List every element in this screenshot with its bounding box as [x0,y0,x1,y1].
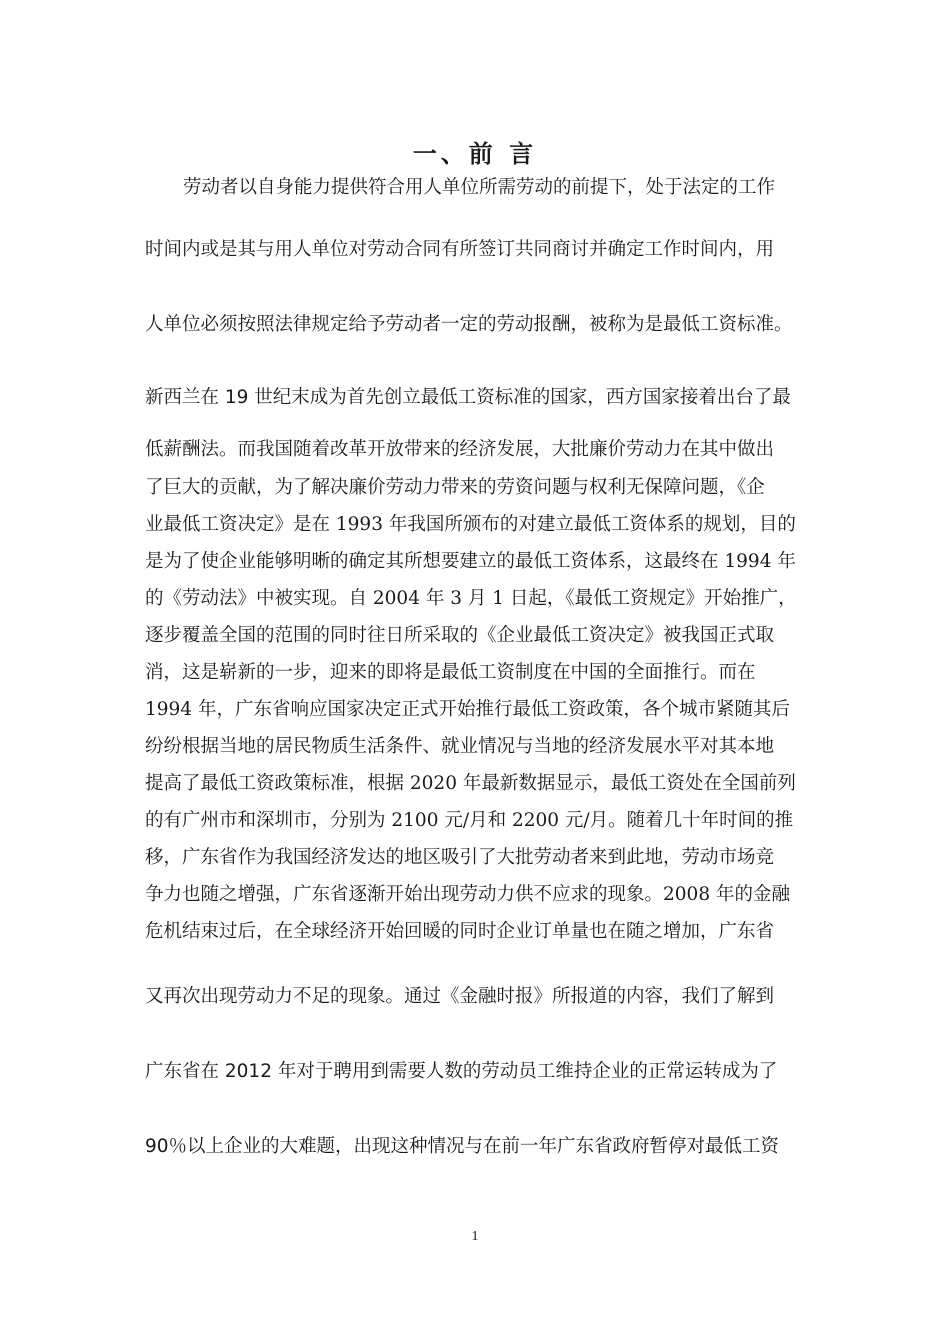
paragraph-line-9 [145,587,797,611]
paragraph-line-8 [145,550,796,574]
text-run: 时间内或是其与用人单位对劳动合同有所签订共同商讨并确定工作时间内， [145,239,756,260]
paragraph-line-18 [145,920,774,944]
section-heading: 一、前 言 [412,140,538,168]
text-run-sans: 我们了解到 [681,986,775,1007]
text-run-sans: 新西兰在 19 世纪末成为首先创立最低工资标准的国家， [145,387,606,408]
paragraph-line-10 [145,624,774,648]
text-run-sans: 人单位必须按照法律规定给予劳动者一定的劳动报酬，被称为是最低工资标准。 [145,314,793,335]
paragraph-line-13 [145,735,774,759]
paragraph-line-6 [145,476,765,500]
text-run: 又再次出现劳动力不足的现象。通过《金融时报》所报道的内容， [145,986,682,1007]
text-run-sans: 90％以上企业的大难题，出现这种情况与在前一年广东省政府暂停对最低工资 [145,1136,780,1157]
paragraph-line-5 [145,438,774,462]
paragraph-line-16 [145,846,774,870]
paragraph-line-4 [145,386,791,410]
text-run: 劳动者以自身能力提供符合用人单位所需劳动的前提下，处于法定的工作 [183,177,776,198]
paragraph-line-15 [145,809,793,833]
text-run: 消，这是崭新的一步，迎来的即将是最低工资制度在中国的全面推行。而在 [145,662,756,683]
text-run-sans: 广东省在 2012 年对于聘用到需要人数的劳动员工维持企业的正常运转成为了 [145,1061,778,1082]
paragraph-line-14 [145,772,796,796]
text-run: 的有广州市和深圳市，分别为 2100 元/月和 2200 元/月。随着几十年时间的推 [145,810,794,831]
text-run: 逐步覆盖全国的范围的同时往日所采取的《企业最低工资决定》被我国正式取 [145,625,775,646]
text-run: 是为了使企业能够明晰的确定其所想要建立的最低工资体系，这最终在 1994 年 [145,551,796,572]
paragraph-line-12 [145,698,790,722]
text-run: 移，广东省作为我国经济发达的地区吸引了大批劳动者来到此地，劳动市场竞 [145,847,775,868]
text-run: 的《劳动法》中被实现。自 2004 年 3 月 1 日起，《最低工资规定》开始推广， [145,588,797,609]
text-run: 了巨大的贡献，为了解决廉价劳动力带来的劳资问题与权利无保障问题，《企 [145,477,765,498]
paragraph-line-21 [145,1135,779,1159]
page-number: 1 [471,1229,479,1244]
paragraph-line-2 [145,238,774,262]
paragraph-line-3 [145,313,793,337]
text-run: 业最低工资决定》是在 1993 年我国所颁布的对建立最低工资体系的规划，目的 [145,514,796,535]
paragraph-line-20 [145,1060,777,1084]
text-run: 低薪酬法。而我国随着改革开放带来的经济发展，大批廉价劳动力在其中做出 [145,439,775,460]
paragraph-line-7 [145,513,796,537]
text-run: 危机结束过后，在全球经济开始回暖的同时企业订单量也在随之增加，广东省 [145,921,775,942]
paragraph-line-1 [183,176,775,200]
text-run: 1994 年，广东省响应国家决定正式开始推行最低工资政策，各个城市紧随其后 [145,699,790,720]
paragraph-line-19 [145,985,774,1009]
text-run: 西方国家接着出台了最 [605,387,791,408]
text-run: 纷纷根据当地的居民物质生活条件、就业情况与当地的经济发展水平对其本地 [145,736,775,757]
text-run: 争力也随之增强，广东省逐渐开始出现劳动力供不应求的现象。2008 年的金融 [145,884,790,905]
text-run-sans: 用 [755,239,775,260]
paragraph-line-11 [145,661,756,685]
text-run: 提高了最低工资政策标准，根据 2020 年最新数据显示，最低工资处在全国前列 [145,773,796,794]
paragraph-line-17 [145,883,790,907]
